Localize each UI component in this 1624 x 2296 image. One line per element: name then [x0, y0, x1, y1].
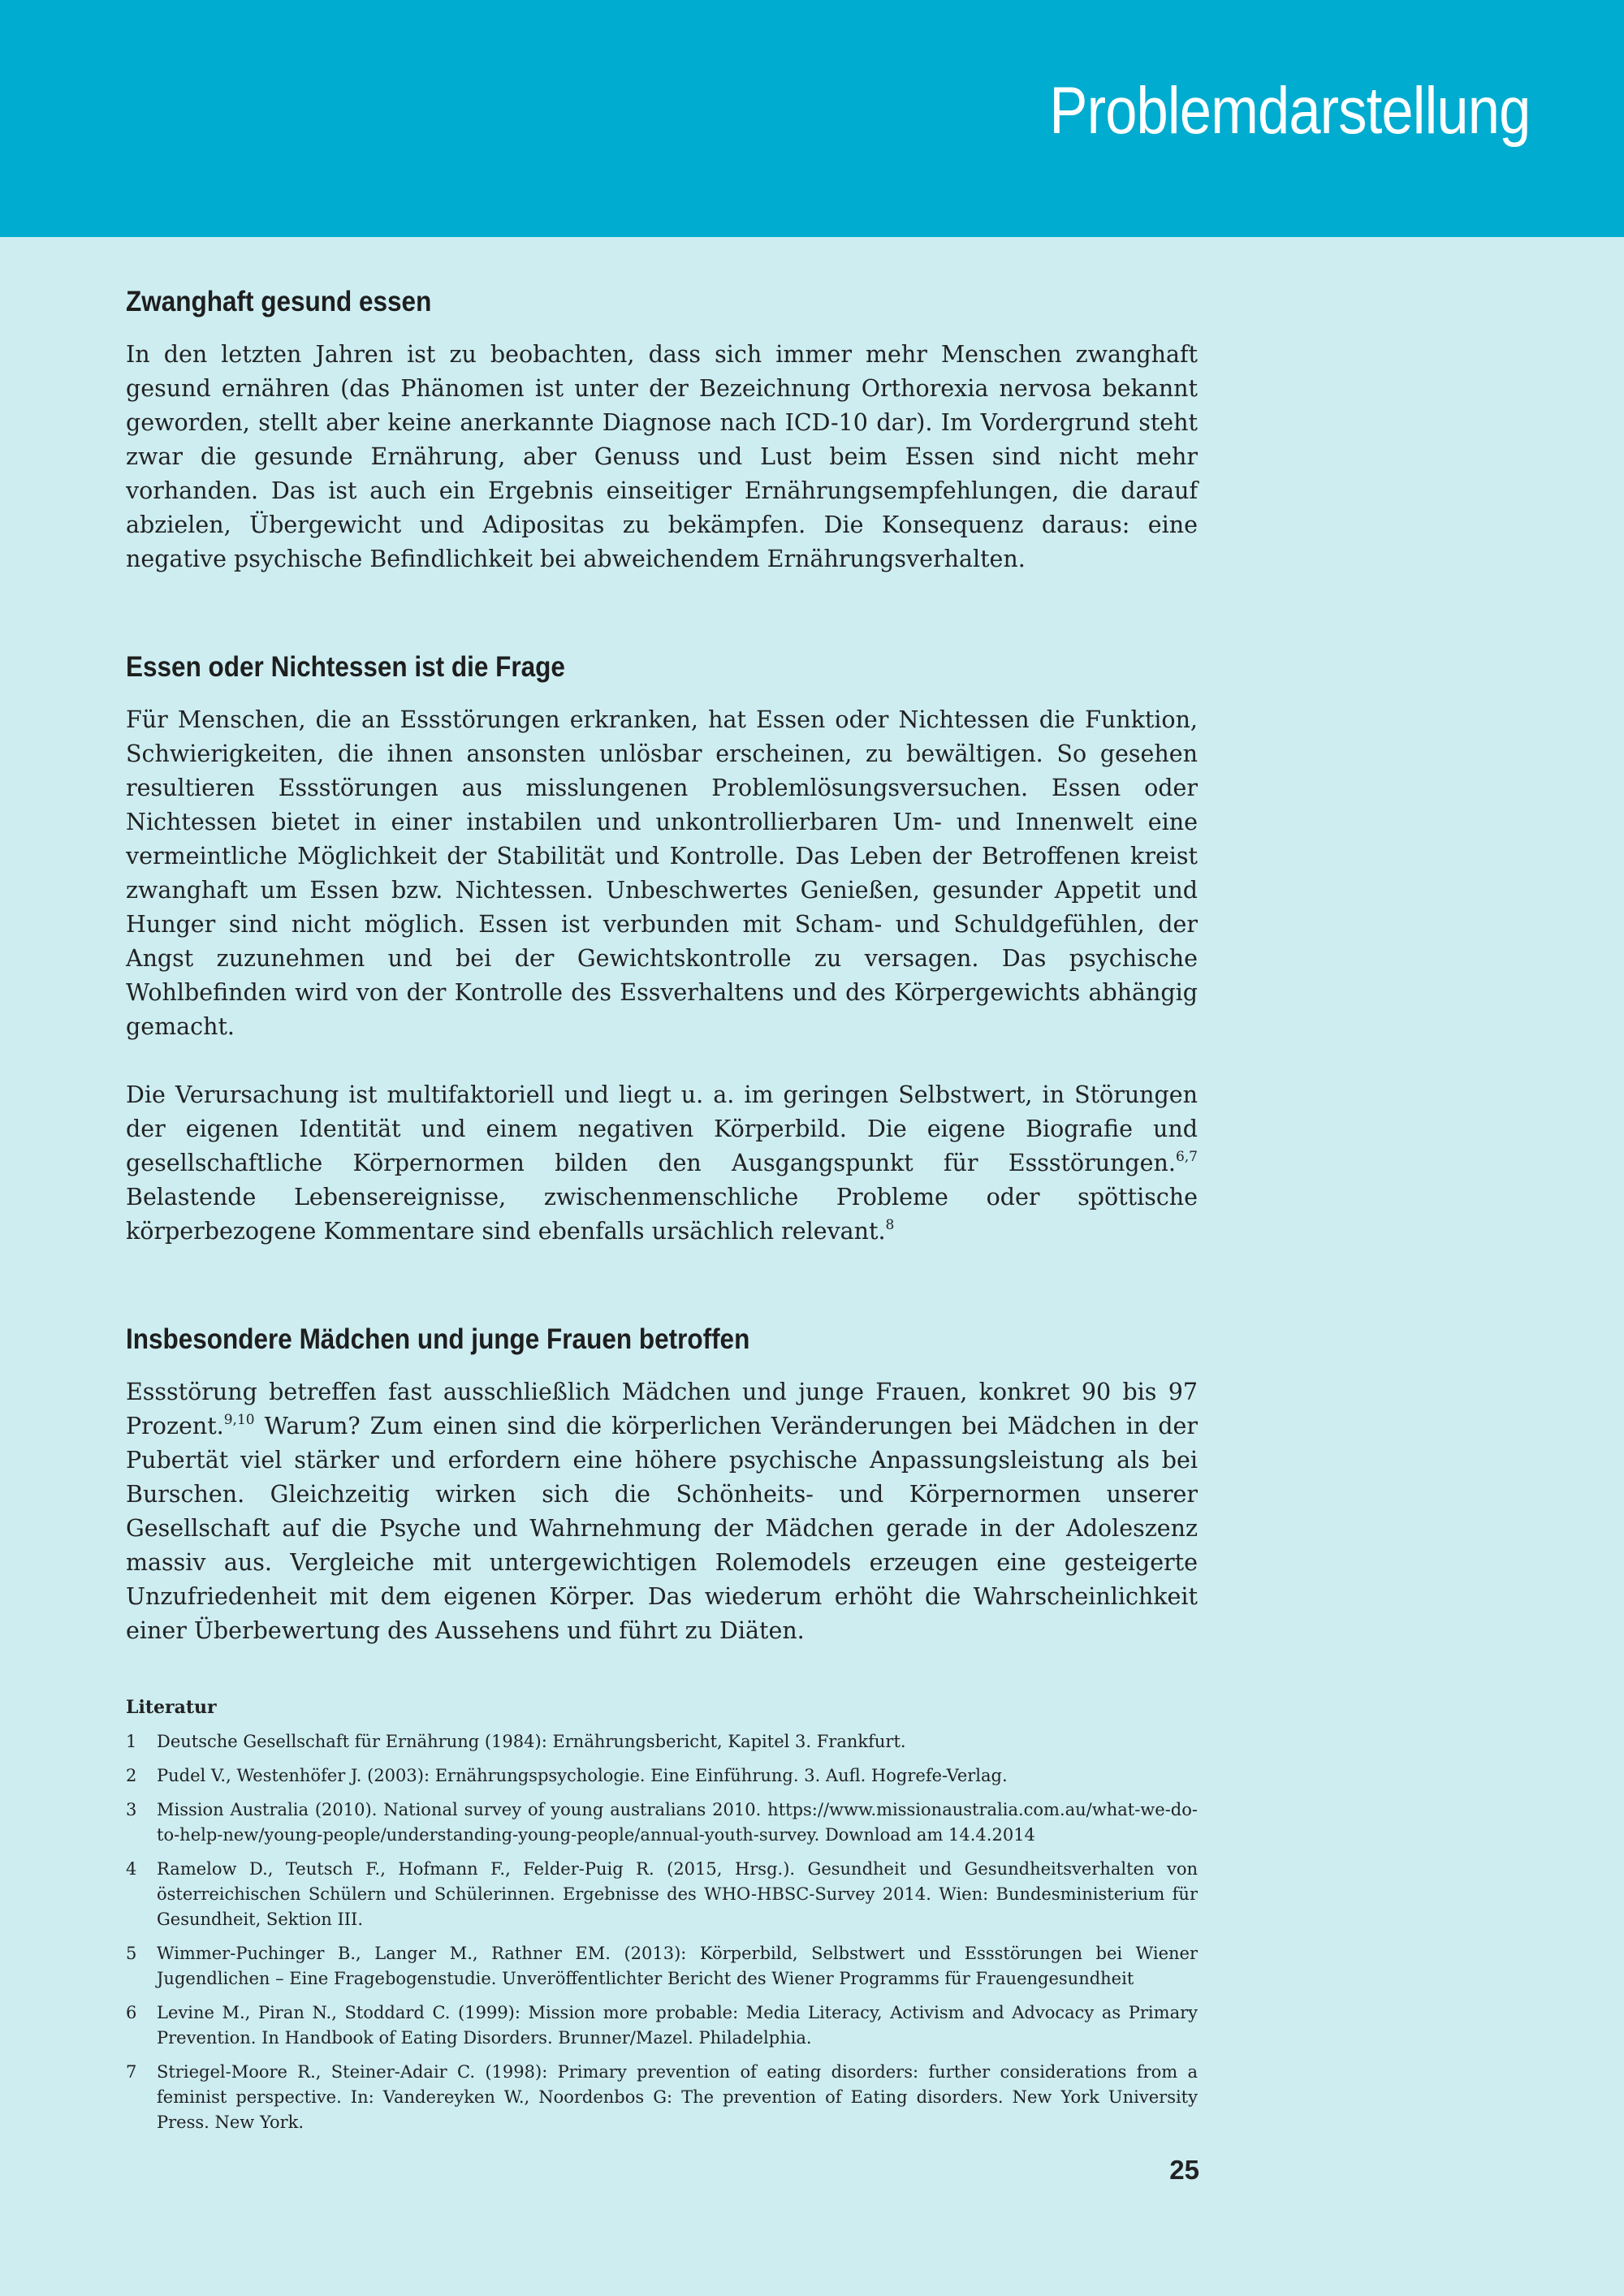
ref-number: 4 — [126, 1859, 137, 1879]
section-maedchen — [126, 1323, 1198, 1648]
literature-item — [126, 1763, 1198, 1789]
section-heading: Essen oder Nichtessen ist die Frage — [126, 651, 565, 683]
ref-number: 6 — [126, 2003, 137, 2022]
main-content — [126, 286, 1198, 1648]
text-run: Essstörung betreffen fast ausschließlich Mädchen und junge Frauen, konkret 90 bis 97 Prozent. — [126, 1379, 1198, 1439]
ref-number: 7 — [126, 2062, 137, 2082]
literature-item — [126, 1857, 1198, 1932]
ref-text: Pudel V., Westenhöfer J. (2003): Ernährungspsychologie. Eine Einführung. 3. Aufl. Hogrefe-Verlag. — [157, 1766, 1008, 1785]
footnote-ref: 6,7 — [1175, 1149, 1198, 1166]
body-paragraph: In den letzten Jahren ist zu beobachten, dass sich immer mehr Menschen zwanghaft gesund ernähren (das Phänomen ist unter der Bezeichnung Orthorexia nervosa bekannt geworden, stellt aber keine anerkannte Diagnose nach ICD-10 dar). Im Vordergrund steht zwar die gesunde Ernährung, aber Genuss und Lust beim Essen sind nicht mehr vorhanden. Das ist auch ein Ergebnis einseitiger Ernährungsempfehlungen, die darauf abzielen, Übergewicht und Adipositas zu bekämpfen. Die Konsequenz daraus: eine negative psychische Befindlichkeit bei abweichendem Ernährungsverhalten. — [126, 341, 1198, 572]
ref-text: Mission Australia (2010). National survey of young australians 2010. https://www.missionaustralia.com.au/what-we-do-to-help-new/young-people/understanding-young-people/annual-youth-survey. Download am 14.4.2014 — [157, 1800, 1198, 1845]
body-paragraph — [126, 1078, 1198, 1249]
section-essen-nichtessen — [126, 651, 1198, 1249]
footnote-ref: 8 — [885, 1217, 895, 1234]
ref-text: Striegel-Moore R., Steiner-Adair C. (1998): Primary prevention of eating disorders: further considerations from a feminist perspective. In: Vandereyken W., Noordenbos G: The prevention of Eating disorders. New York University Press. New York. — [157, 2062, 1198, 2132]
section-heading: Insbesondere Mädchen und junge Frauen betroffen — [126, 1323, 750, 1355]
ref-text: Levine M., Piran N., Stoddard C. (1999): Mission more probable: Media Literacy, Activism and Advocacy as Primary Prevention. In Handbook of Eating Disorders. Brunner/Mazel. Philadelphia. — [157, 2003, 1198, 2048]
literature-title: Literatur — [126, 1697, 217, 1718]
text-run: Warum? Zum einen sind die körperlichen Veränderungen bei Mädchen in der Pubertät viel stärker und erfordern eine höhere psychische Anpassungsleistung als bei Burschen. Gleichzeitig wirken sich die Schönheits- und Körpernormen unserer Gesellschaft auf die Psyche und Wahrnehmung der Mädchen gerade in der Adoleszenz massiv aus. Vergleiche mit untergewichtigen Rolemodels erzeugen eine gesteigerte Unzufriedenheit mit dem eigenen Körper. Das wiederum erhöht die Wahrscheinlichkeit einer Überbewertung des Aussehens und führt zu Diäten. — [126, 1413, 1198, 1644]
literature-item — [126, 1941, 1198, 1992]
ref-text: Ramelow D., Teutsch F., Hofmann F., Felder-Puig R. (2015, Hrsg.). Gesundheit und Gesundheitsverhalten von österreichischen Schülern und Schülerinnen. Ergebnisse des WHO-HBSC-Survey 2014. Wien: Bundesministerium für Gesundheit, Sektion III. — [157, 1859, 1198, 1929]
page-header — [0, 0, 1624, 237]
ref-text: Deutsche Gesellschaft für Ernährung (1984): Ernährungsbericht, Kapitel 3. Frankfurt. — [157, 1732, 906, 1751]
literature-item — [126, 2060, 1198, 2135]
section-heading: Zwanghaft gesund essen — [126, 286, 432, 317]
ref-number: 3 — [126, 1800, 137, 1819]
literature-section — [126, 1697, 1198, 2144]
text-run: Belastende Lebensereignisse, zwischenmenschliche Probleme oder spöttische körperbezogene Kommentare sind ebenfalls ursächlich relevant. — [126, 1184, 1198, 1245]
footnote-ref: 9,10 — [223, 1412, 255, 1429]
text-run: Die Verursachung ist multifaktoriell und liegt u. a. im geringen Selbstwert, in Störungen der eigenen Identität und einem negativen Körperbild. Die eigene Biografie und gesellschaftliche Körpernormen bilden den Ausgangspunkt für Essstörungen. — [126, 1081, 1198, 1176]
ref-number: 5 — [126, 1944, 137, 1963]
ref-number: 2 — [126, 1766, 137, 1785]
ref-number: 1 — [126, 1732, 137, 1751]
literature-item — [126, 1798, 1198, 1848]
ref-text: Wimmer-Puchinger B., Langer M., Rathner EM. (2013): Körperbild, Selbstwert und Essstörungen bei Wiener Jugendlichen – Eine Fragebogenstudie. Unveröffentlichter Bericht des Wiener Programms für Frauengesundheit — [157, 1944, 1198, 1988]
body-paragraph — [126, 1375, 1198, 1648]
literature-item — [126, 1729, 1198, 1754]
page-number: 25 — [1169, 2155, 1199, 2185]
chapter-title: Problemdarstellung — [1048, 74, 1530, 148]
section-zwanghaft — [126, 286, 1198, 576]
literature-item — [126, 2000, 1198, 2051]
body-paragraph: Für Menschen, die an Essstörungen erkranken, hat Essen oder Nichtessen die Funktion, Schwierigkeiten, die ihnen ansonsten unlösbar erscheinen, zu bewältigen. So gesehen resultieren Essstörungen aus misslungenen Problemlösungsversuchen. Essen oder Nichtessen bietet in einer instabilen und unkontrollierbaren Um- und Innenwelt eine vermeintliche Möglichkeit der Stabilität und Kontrolle. Das Leben der Betroffenen kreist zwanghaft um Essen bzw. Nichtessen. Unbeschwertes Genießen, gesunder Appetit und Hunger sind nicht möglich. Essen ist verbunden mit Scham- und Schuldgefühlen, der Angst zuzunehmen und bei der Gewichtskontrolle zu versagen. Das psychische Wohlbefinden wird von der Kontrolle des Essverhaltens und des Körpergewichts abhängig gemacht. — [126, 706, 1198, 1040]
